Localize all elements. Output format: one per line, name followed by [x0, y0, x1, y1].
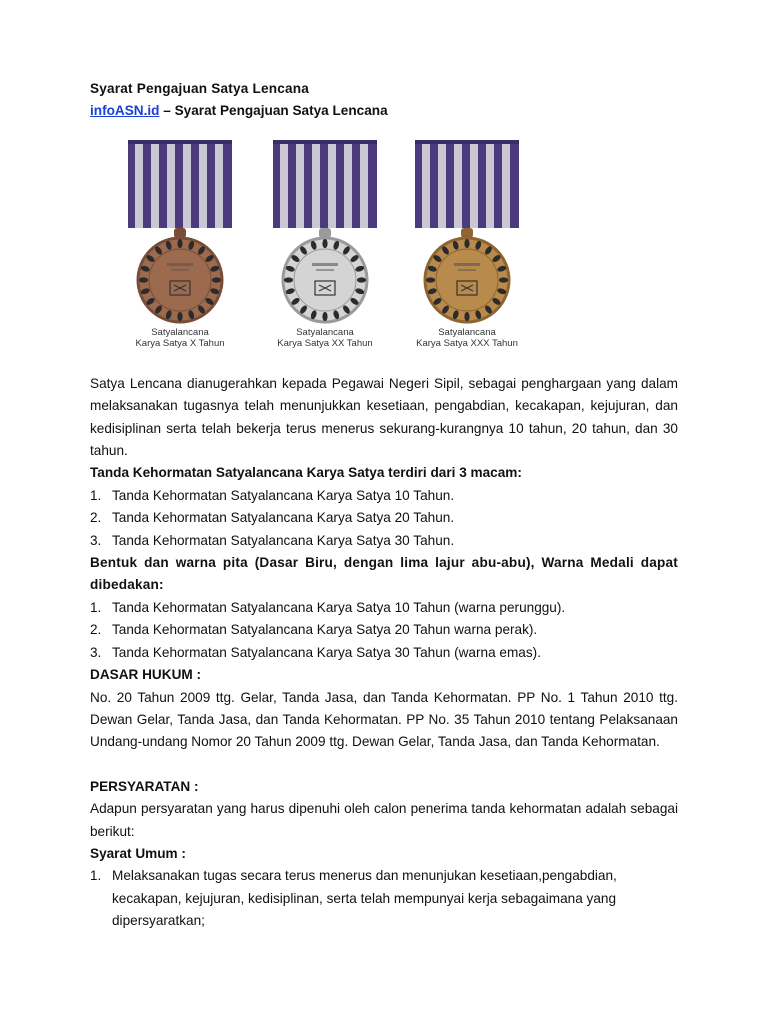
- document-subtitle: [90, 100, 678, 122]
- intro-paragraph: Satya Lencana dianugerahkan kepada Pegawai Negeri Sipil, sebagai penghargaan yang dalam melaksanakan tugasnya telah menunjukkan kesetiaan, pengabdian, kecakapan, kejujuran, dan kedisiplinan serta telah bekerja terus menerus sekurang-kurangnya 10 tahun, 20 tahun, dan 30 tahun.: [90, 375, 678, 459]
- list-item: 2. Tanda Kehormatan Satyalancana Karya Satya 20 Tahun.: [90, 510, 455, 526]
- dasar-hukum-paragraph: No. 20 Tahun 2009 ttg. Gelar, Tanda Jasa, dan Tanda Kehormatan. PP No. 1 Tahun 2010 ttg. Dewan Gelar, Tanda Jasa, dan Tanda Kehormatan. PP No. 35 Tahun 2010 tentang Pelaksanaan Undang-undang Nomor 20 Tahun 2009 ttg. Dewan Gelar, Tanda Jasa, dan Tanda Kehormatan.: [90, 689, 678, 750]
- syarat-umum-list: [90, 865, 678, 932]
- ribbon-heading: Bentuk dan warna pita (Dasar Biru, dengan lima lajur abu-abu), Warna Medali dapat dibedakan:: [90, 555, 678, 593]
- spacer: [90, 754, 678, 776]
- list-item: 1. Tanda Kehormatan Satyalancana Karya Satya 10 Tahun.: [90, 487, 455, 503]
- medal-figure: [90, 135, 678, 363]
- subtitle-text: – Syarat Pengajuan Satya Lencana: [159, 103, 388, 119]
- list-item: 1. Melaksanakan tugas secara terus menerus dan menunjukan kesetiaan,pengabdian, kecakapan, kejujuran, kedisiplinan, serta telah mempunyai kerja sebagaimana yang dipersyaratkan;: [90, 868, 617, 929]
- medal-bronze-image: [125, 135, 235, 325]
- syarat-umum-heading: Syarat Umum :: [90, 845, 186, 861]
- medal-gold-image: [412, 135, 522, 325]
- medal-silver-image: [270, 135, 380, 325]
- types-list: [90, 485, 678, 552]
- medal-gold: [392, 135, 542, 349]
- list-item: 1. Tanda Kehormatan Satyalancana Karya Satya 10 Tahun (warna perunggu).: [90, 599, 566, 615]
- persyaratan-heading: PERSYARATAN :: [90, 778, 199, 794]
- document-title: Syarat Pengajuan Satya Lencana: [90, 81, 310, 96]
- medal-caption: Satyalancana Karya Satya X Tahun: [135, 326, 225, 349]
- list-item: 3. Tanda Kehormatan Satyalancana Karya Satya 30 Tahun (warna emas).: [90, 644, 541, 660]
- dasar-hukum-heading: DASAR HUKUM :: [90, 667, 202, 683]
- ribbon-list: [90, 597, 678, 664]
- medal-bronze: [105, 135, 255, 349]
- document-content: [90, 78, 678, 933]
- medal-caption: Satyalancana Karya Satya XXX Tahun: [416, 326, 518, 349]
- list-item: 2. Tanda Kehormatan Satyalancana Karya Satya 20 Tahun warna perak).: [90, 622, 538, 638]
- medal-caption: Satyalancana Karya Satya XX Tahun: [277, 326, 373, 349]
- medal-silver: [250, 135, 400, 349]
- persyaratan-paragraph: Adapun persyaratan yang harus dipenuhi oleh calon penerima tanda kehormatan adalah sebagai berikut:: [90, 801, 678, 839]
- list-item: 3. Tanda Kehormatan Satyalancana Karya Satya 30 Tahun.: [90, 532, 455, 548]
- source-link[interactable]: infoASN.id: [90, 103, 160, 119]
- types-heading: Tanda Kehormatan Satyalancana Karya Satya terdiri dari 3 macam:: [90, 465, 522, 481]
